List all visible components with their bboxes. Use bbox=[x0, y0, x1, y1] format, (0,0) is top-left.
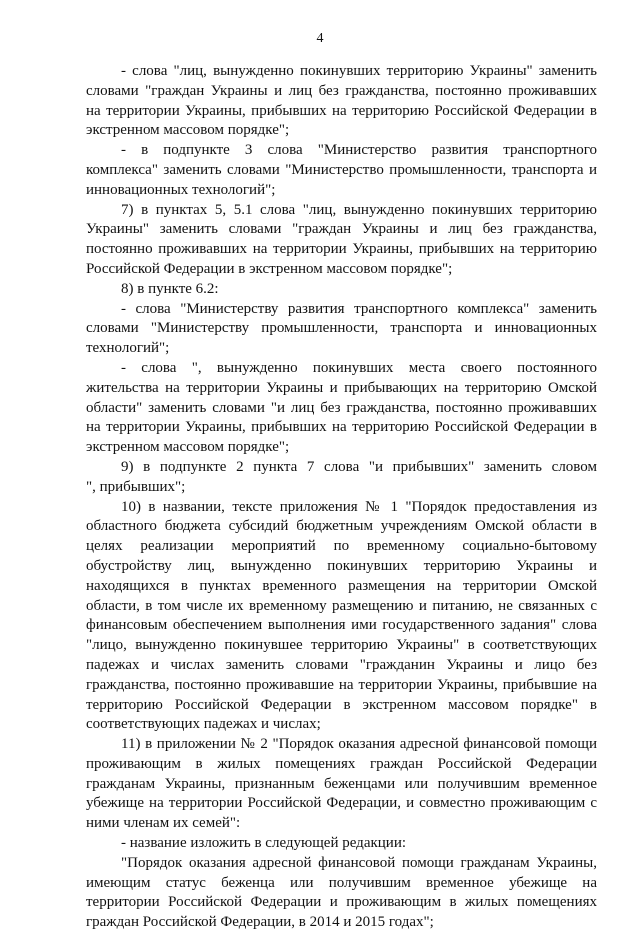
text-line: области" заменить словами "и лиц без гражданства, постоянно проживавших bbox=[86, 399, 597, 416]
text-line: имеющим статус беженца или получившим временное убежище на bbox=[86, 874, 597, 891]
text-line: - слова "Министерству развития транспортного комплекса" заменить bbox=[121, 300, 597, 317]
text-line: территории Российской Федерации и проживающим в жилых помещениях bbox=[86, 894, 597, 911]
text-line: экстренном массовом порядке"; bbox=[86, 439, 290, 456]
text-line: гражданства, постоянно проживавшие на территории Украины, прибывшие на bbox=[86, 676, 597, 693]
text-line: инновационных технологий"; bbox=[86, 181, 276, 198]
text-line: - слова "лиц, вынужденно покинувших территорию Украины" заменить bbox=[121, 63, 597, 79]
text-line: жительства на территории Украины и прибывающих на территорию Омской bbox=[86, 379, 597, 396]
text-line: - название изложить в следующей редакции: bbox=[121, 835, 407, 852]
text-line: Украины" заменить словами "граждан Украины и лиц без гражданства, bbox=[86, 221, 597, 238]
text-line: падежах и числах заменить словами "гражданин Украины и лицо без bbox=[86, 656, 597, 673]
text-line: территорию Российской Федерации в экстренном массовом порядке" в bbox=[86, 696, 597, 713]
text-line: 10) в названии, тексте приложения № 1 "Порядок предоставления из bbox=[121, 498, 597, 515]
text-line: "Порядок оказания адресной финансовой помощи гражданам Украины, bbox=[121, 854, 597, 871]
text-line: 9) в подпункте 2 пункта 7 слова "и прибывших" заменить словом bbox=[121, 458, 597, 475]
text-line: финансовым обеспечением выполнения ими государственного задания" слова bbox=[86, 617, 597, 634]
text-line: экстренном массовом порядке"; bbox=[86, 122, 290, 139]
text-line: технологий"; bbox=[86, 340, 170, 357]
text-line: обустройству лиц, вынужденно покинувших территорию Украины и bbox=[86, 557, 597, 574]
page-number: 4 bbox=[316, 31, 324, 46]
text-line: 7) в пунктах 5, 5.1 слова "лиц, вынужденно покинувших территорию bbox=[121, 201, 597, 218]
text-line: областного бюджета субсидий бюджетным учреждениям Омской области в bbox=[86, 518, 597, 535]
text-line: словами "Министерству промышленности, транспорта и инновационных bbox=[86, 320, 597, 337]
text-line: - в подпункте 3 слова "Министерство развития транспортного bbox=[121, 142, 597, 159]
text-line: соответствующих падежах и числах; bbox=[86, 716, 321, 733]
text-line: Российской Федерации в экстренном массовом порядке"; bbox=[86, 260, 453, 277]
text-line: ними членам их семей": bbox=[86, 815, 241, 832]
text-line: постоянно проживавших на территории Украины, прибывших на территорию bbox=[86, 241, 597, 258]
text-line: словами "граждан Украины и лиц без гражданства, постоянно проживавших bbox=[86, 82, 597, 99]
text-line: убежище на территории Российской Федерации, и совместно проживающим с bbox=[86, 795, 597, 812]
text-line: 11) в приложении № 2 "Порядок оказания адресной финансовой помощи bbox=[121, 736, 597, 753]
text-line: ", прибывших"; bbox=[86, 478, 186, 495]
text-line: проживающим в жилых помещениях граждан Российской Федерации bbox=[86, 755, 597, 772]
text-line: "лицо, вынужденно покинувшее территорию Украины" в соответствующих bbox=[86, 637, 597, 654]
text-line: на территории Украины, прибывших на территорию Российской Федерации в bbox=[86, 419, 597, 436]
text-line: находящихся в пунктах временного размещения на территории Омской bbox=[86, 577, 597, 594]
text-line: граждан Российской Федерации, в 2014 и 2015 годах"; bbox=[86, 914, 434, 931]
text-line: на территории Украины, прибывших на территорию Российской Федерации в bbox=[86, 102, 597, 119]
text-line: целях реализации мероприятий по временному социально-бытовому bbox=[86, 538, 597, 555]
text-line: области, в том числе их временному размещению и питанию, не связанных с bbox=[86, 597, 597, 614]
text-line: гражданам Украины, признанным беженцами или получившим временное bbox=[86, 775, 597, 792]
text-line: 8) в пункте 6.2: bbox=[121, 280, 219, 297]
document-body bbox=[86, 62, 597, 933]
text-line: - слова ", вынужденно покинувших места своего постоянного bbox=[121, 359, 597, 376]
text-line: комплекса" заменить словами "Министерство промышленности, транспорта и bbox=[86, 161, 597, 178]
